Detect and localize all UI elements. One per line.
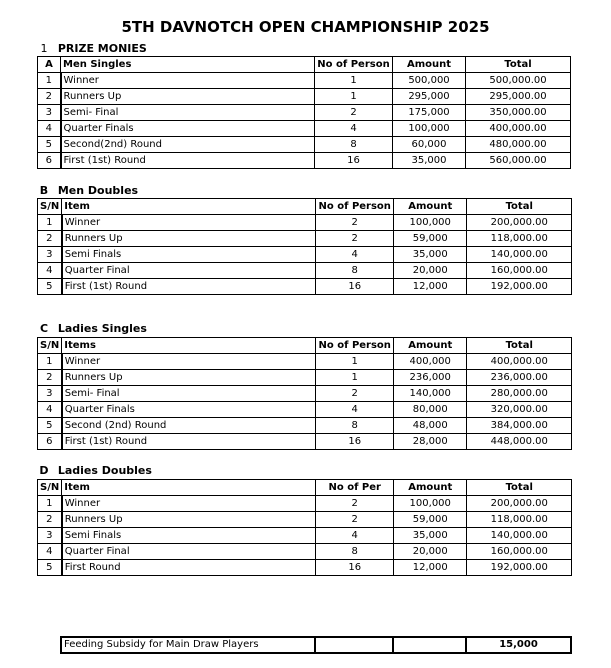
table-body	[38, 199, 572, 295]
table-row	[38, 560, 572, 576]
row-item: Semi Finals	[62, 528, 316, 544]
section-letter: D	[39, 464, 49, 477]
row-total: 350,000.00	[466, 105, 571, 121]
row-item: Winner	[62, 354, 316, 370]
row-sn: 3	[38, 105, 61, 121]
column-header-persons: No of Per	[316, 480, 394, 496]
row-persons: 2	[316, 512, 394, 528]
row-item: Winner	[62, 215, 316, 231]
row-item: First Round	[62, 560, 316, 576]
feeding-subsidy-label: Feeding Subsidy for Main Draw Players	[61, 637, 315, 653]
row-item: Semi Finals	[62, 247, 316, 263]
row-amount: 28,000	[394, 434, 467, 450]
row-amount: 20,000	[394, 263, 467, 279]
table-row	[38, 263, 572, 279]
table-row	[38, 247, 572, 263]
row-persons: 1	[315, 73, 393, 89]
table-header-row	[38, 57, 571, 73]
row-total: 140,000.00	[467, 528, 572, 544]
row-persons: 16	[316, 279, 394, 295]
row-amount: 236,000	[394, 370, 467, 386]
table-body	[38, 57, 571, 169]
table-row	[38, 354, 572, 370]
section-letter: C	[39, 322, 49, 335]
row-item: Runners Up	[62, 370, 316, 386]
column-header-persons: No of Person	[316, 199, 394, 215]
row-sn: 1	[38, 496, 62, 512]
row-amount: 100,000	[393, 121, 466, 137]
row-amount: 35,000	[394, 247, 467, 263]
row-persons: 8	[316, 544, 394, 560]
table-row	[38, 370, 572, 386]
row-persons: 16	[316, 434, 394, 450]
row-amount: 500,000	[393, 73, 466, 89]
row-amount: 295,000	[393, 89, 466, 105]
row-total: 384,000.00	[467, 418, 572, 434]
row-persons: 2	[316, 496, 394, 512]
row-persons: 16	[315, 153, 393, 169]
row-amount: 59,000	[394, 512, 467, 528]
column-header-total: Total	[467, 338, 572, 354]
row-amount: 35,000	[393, 153, 466, 169]
row-item: Semi- Final	[62, 386, 316, 402]
column-header-sn: A	[38, 57, 61, 73]
row-persons: 4	[316, 528, 394, 544]
row-amount: 100,000	[394, 496, 467, 512]
row-sn: 4	[38, 544, 62, 560]
section-title: Ladies Singles	[57, 322, 147, 335]
table-row	[38, 512, 572, 528]
section-letter: B	[39, 184, 49, 197]
row-total: 200,000.00	[467, 215, 572, 231]
row-persons: 2	[316, 386, 394, 402]
row-item: Runners Up	[62, 512, 316, 528]
row-sn: 1	[38, 215, 62, 231]
feeding-subsidy-table	[60, 636, 572, 654]
row-persons: 2	[316, 231, 394, 247]
row-total: 192,000.00	[467, 560, 572, 576]
row-sn: 4	[38, 263, 62, 279]
row-sn: 5	[38, 418, 62, 434]
row-sn: 2	[38, 231, 62, 247]
table-row	[38, 279, 572, 295]
row-sn: 5	[38, 279, 62, 295]
row-amount: 12,000	[394, 279, 467, 295]
column-header-total: Total	[466, 57, 571, 73]
row-amount: 400,000	[394, 354, 467, 370]
row-sn: 1	[38, 73, 61, 89]
row-item: Winner	[62, 496, 316, 512]
row-sn: 3	[38, 386, 62, 402]
row-sn: 5	[38, 137, 61, 153]
section-title: Men Doubles	[57, 184, 139, 197]
row-persons: 8	[315, 137, 393, 153]
row-total: 160,000.00	[467, 263, 572, 279]
row-sn: 6	[38, 153, 61, 169]
row-item: Runners Up	[61, 89, 315, 105]
row-item: Second (2nd) Round	[62, 418, 316, 434]
table-row	[38, 153, 571, 169]
prize-label: PRIZE MONIES	[57, 42, 147, 55]
row-item: First (1st) Round	[61, 153, 315, 169]
column-header-item: Item	[62, 199, 316, 215]
document-title: 5TH DAVNOTCH OPEN CHAMPIONSHIP 2025	[121, 18, 490, 36]
row-sn: 5	[38, 560, 62, 576]
row-total: 280,000.00	[467, 386, 572, 402]
table-body	[38, 480, 572, 576]
column-header-sn: S/N	[38, 199, 62, 215]
table-header-row	[38, 480, 572, 496]
row-sn: 2	[38, 512, 62, 528]
row-amount: 59,000	[394, 231, 467, 247]
ladies-singles-heading	[34, 322, 147, 335]
row-persons: 2	[315, 105, 393, 121]
row-total: 118,000.00	[467, 512, 572, 528]
row-sn: 3	[38, 528, 62, 544]
table-header-row	[38, 338, 572, 354]
row-item: First (1st) Round	[62, 434, 316, 450]
table-row	[38, 73, 571, 89]
row-persons: 4	[316, 247, 394, 263]
row-sn: 4	[38, 121, 61, 137]
row-total: 400,000.00	[467, 354, 572, 370]
row-amount: 35,000	[394, 528, 467, 544]
column-header-amount: Amount	[393, 57, 466, 73]
row-total: 500,000.00	[466, 73, 571, 89]
row-amount: 80,000	[394, 402, 467, 418]
row-persons: 16	[316, 560, 394, 576]
row-item: Winner	[61, 73, 315, 89]
row-item: Second(2nd) Round	[61, 137, 315, 153]
row-sn: 2	[38, 89, 61, 105]
table-row	[38, 402, 572, 418]
column-header-sn: S/N	[38, 338, 62, 354]
table-header-row	[38, 199, 572, 215]
row-item: Quarter Finals	[61, 121, 315, 137]
table-row	[38, 528, 572, 544]
men-doubles-heading	[34, 184, 138, 197]
row-total: 295,000.00	[466, 89, 571, 105]
table-row	[38, 89, 571, 105]
row-total: 160,000.00	[467, 544, 572, 560]
feeding-subsidy-row	[61, 637, 571, 653]
ladies-doubles-table	[37, 479, 572, 576]
prize-monies-heading	[34, 42, 147, 55]
table-row	[38, 544, 572, 560]
row-item: Quarter Final	[62, 263, 316, 279]
table-row	[38, 137, 571, 153]
ladies-doubles-heading	[34, 464, 152, 477]
prize-number: 1	[40, 42, 48, 55]
column-header-persons: No of Person	[315, 57, 393, 73]
column-header-amount: Amount	[394, 338, 467, 354]
row-item: Runners Up	[62, 231, 316, 247]
row-amount: 12,000	[394, 560, 467, 576]
row-item: First (1st) Round	[62, 279, 316, 295]
row-amount: 175,000	[393, 105, 466, 121]
row-total: 560,000.00	[466, 153, 571, 169]
feeding-subsidy-value: 15,000	[466, 637, 571, 653]
column-header-amount: Amount	[394, 480, 467, 496]
row-item: Semi- Final	[61, 105, 315, 121]
column-header-amount: Amount	[394, 199, 467, 215]
row-amount: 100,000	[394, 215, 467, 231]
row-total: 480,000.00	[466, 137, 571, 153]
table-row	[38, 231, 572, 247]
ladies-singles-table	[37, 337, 572, 450]
row-persons: 4	[315, 121, 393, 137]
row-persons: 8	[316, 263, 394, 279]
row-sn: 2	[38, 370, 62, 386]
row-sn: 4	[38, 402, 62, 418]
table-row	[38, 105, 571, 121]
row-total: 192,000.00	[467, 279, 572, 295]
table-row	[38, 386, 572, 402]
row-amount: 20,000	[394, 544, 467, 560]
row-total: 400,000.00	[466, 121, 571, 137]
men-doubles-table	[37, 198, 572, 295]
row-amount: 140,000	[394, 386, 467, 402]
row-persons: 4	[316, 402, 394, 418]
table-row	[38, 496, 572, 512]
table-row	[38, 215, 572, 231]
table-row	[38, 418, 572, 434]
row-persons: 1	[315, 89, 393, 105]
row-persons: 2	[316, 215, 394, 231]
empty-cell	[315, 637, 393, 653]
table-row	[38, 121, 571, 137]
empty-cell	[393, 637, 466, 653]
row-persons: 1	[316, 370, 394, 386]
row-total: 320,000.00	[467, 402, 572, 418]
row-item: Quarter Finals	[62, 402, 316, 418]
column-header-item: Items	[62, 338, 316, 354]
column-header-item: Item	[62, 480, 316, 496]
men-singles-table	[37, 56, 571, 169]
row-total: 448,000.00	[467, 434, 572, 450]
table-row	[38, 434, 572, 450]
row-total: 118,000.00	[467, 231, 572, 247]
column-header-persons: No of Person	[316, 338, 394, 354]
column-header-total: Total	[467, 480, 572, 496]
row-persons: 1	[316, 354, 394, 370]
row-persons: 8	[316, 418, 394, 434]
section-title: Ladies Doubles	[57, 464, 152, 477]
row-amount: 48,000	[394, 418, 467, 434]
column-header-item: Men Singles	[61, 57, 315, 73]
row-total: 236,000.00	[467, 370, 572, 386]
column-header-sn: S/N	[38, 480, 62, 496]
column-header-total: Total	[467, 199, 572, 215]
row-sn: 3	[38, 247, 62, 263]
row-total: 140,000.00	[467, 247, 572, 263]
row-amount: 60,000	[393, 137, 466, 153]
row-sn: 1	[38, 354, 62, 370]
row-sn: 6	[38, 434, 62, 450]
table-body	[38, 338, 572, 450]
row-item: Quarter Final	[62, 544, 316, 560]
row-total: 200,000.00	[467, 496, 572, 512]
